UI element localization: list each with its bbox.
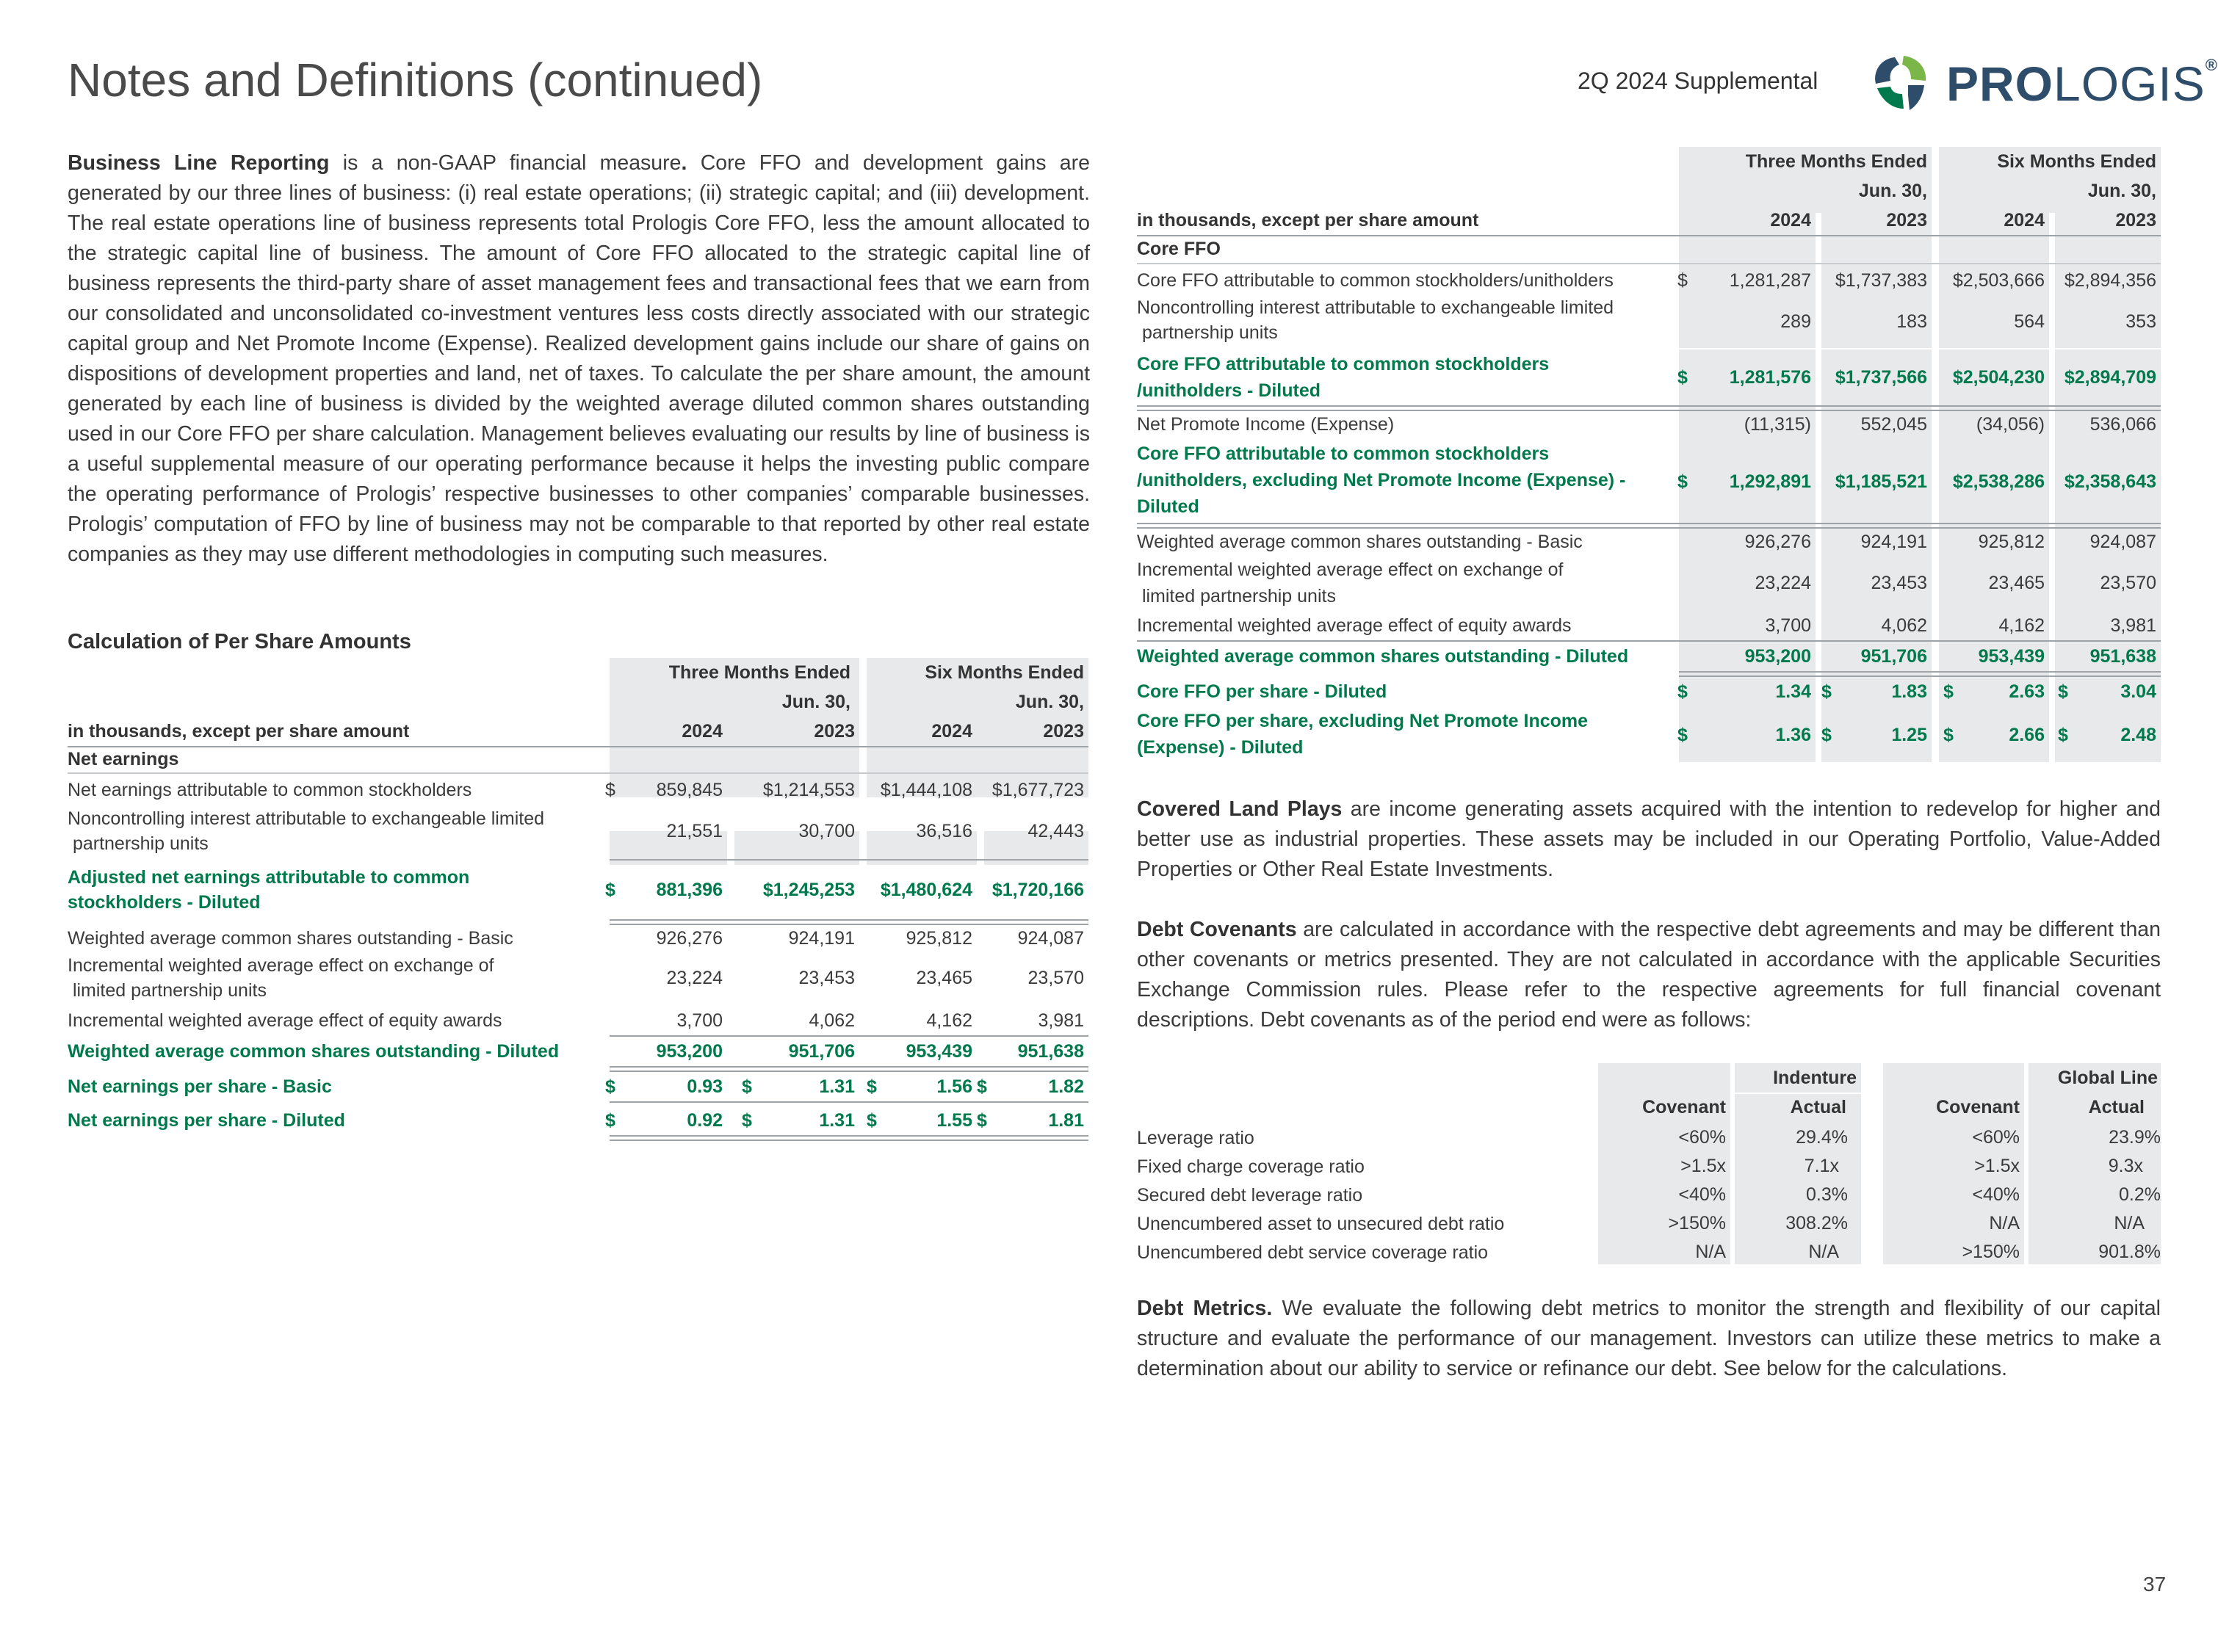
table-cell: 1.83 [1891, 681, 1927, 702]
table-cell: 3,981 [1038, 1010, 1084, 1031]
table-cell: 3,700 [676, 1010, 723, 1031]
table-cell: 0.3% [1806, 1184, 1848, 1205]
table-row [68, 924, 1088, 953]
table-cell: 953,439 [1978, 645, 2045, 667]
covenants-table [1137, 1063, 2161, 1269]
per-share-year-4: 2023 [1043, 720, 1084, 742]
row-label: Leverage ratio [1137, 1127, 1254, 1148]
covered-land-text: are income generating assets acquired with the intention to redevelop for higher and better use as industrial properties. These assets may be included in our Operating Portfolio, Value-Added Properties or Other Real Estate Investments. [1137, 797, 2161, 881]
row-label-cont: (Expense) - Diluted [1137, 737, 1304, 758]
covenants-col-covenant: Covenant [1642, 1096, 1726, 1117]
business-line-paragraph [68, 148, 1090, 570]
table-cell: 42,443 [1027, 820, 1084, 841]
debt-metrics-text: We evaluate the following debt metrics to monitor the strength and flexibility of our capital structure and evaluate the performance of our management. Investors can utilize these metrics to make a determination about our ability to service or refinance our debt. See below for the calculations. [1137, 1297, 2161, 1380]
row-label: Core FFO per share - Diluted [1137, 681, 1387, 702]
row-label-cont: partnership units [68, 833, 209, 854]
core-ffo-year-2: 2023 [1886, 209, 1927, 231]
row-label: Incremental weighted average effect of equity awards [68, 1010, 502, 1031]
row-label: Weighted average common shares outstanding - Diluted [1137, 646, 1629, 667]
dollar-sign: $ [1821, 724, 1832, 745]
table-cell: 183 [1896, 311, 1927, 332]
dollar-sign: $ [605, 779, 615, 800]
row-label-cont: limited partnership units [68, 980, 267, 1001]
table-cell: 953,200 [656, 1040, 723, 1062]
table-cell: 3,700 [1765, 615, 1811, 636]
table-cell: 0.92 [687, 1109, 723, 1131]
table-cell: 4,062 [809, 1010, 855, 1031]
table-cell: 2.48 [2120, 724, 2156, 745]
row-label: Core FFO attributable to common stockholders [1137, 443, 1550, 464]
table-cell: 924,087 [2089, 531, 2156, 552]
table-cell: $2,894,709 [2064, 366, 2156, 388]
table-cell: 1.55 [936, 1109, 972, 1131]
dollar-sign: $ [742, 1109, 752, 1131]
table-cell: 23,224 [1755, 572, 1811, 593]
table-row [1137, 1209, 2161, 1238]
table-cell: 9.3x [2108, 1156, 2143, 1176]
per-share-table [68, 658, 1088, 1142]
per-share-sub-six: Jun. 30, [1015, 691, 1084, 712]
table-cell: $2,894,356 [2064, 269, 2156, 291]
core-ffo-year-3: 2024 [2004, 209, 2045, 231]
per-share-group-three-months: Three Months Ended [668, 662, 850, 683]
table-row [1137, 527, 2161, 557]
table-cell: <40% [1678, 1184, 1726, 1205]
table-cell: $1,677,723 [991, 779, 1084, 800]
supplemental-label: 2Q 2024 Supplemental [1578, 68, 1818, 94]
row-label: Core FFO attributable to common stockholders [1137, 354, 1550, 374]
table-cell: 536,066 [2089, 413, 2156, 435]
page-number: 37 [2143, 1573, 2167, 1595]
row-label-cont: /unitholders, excluding Net Promote Income (Expense) - [1137, 470, 1626, 490]
dollar-sign: $ [605, 1076, 615, 1097]
table-cell: 926,276 [1744, 531, 1811, 552]
row-label: Weighted average common shares outstanding - Basic [68, 928, 513, 949]
logo-mark-icon [1865, 51, 1939, 115]
table-cell: 353 [2125, 311, 2156, 332]
dollar-sign: $ [1943, 681, 1954, 702]
business-line-text-1: is a non-GAAP financial measure [329, 151, 682, 175]
table-cell: N/A [1989, 1213, 2020, 1233]
row-label-cont: partnership units [1137, 322, 1278, 343]
table-row [1137, 642, 2161, 671]
table-cell: 924,191 [1860, 531, 1927, 552]
table-cell: 1,292,891 [1729, 471, 1811, 492]
table-row [1137, 557, 2161, 609]
dollar-sign: $ [1677, 269, 1688, 291]
table-cell: 925,812 [1978, 531, 2045, 552]
dollar-sign: $ [977, 1076, 987, 1097]
row-label-cont: Diluted [1137, 496, 1199, 517]
table-cell: 1.34 [1775, 681, 1811, 702]
core-ffo-sub-six: Jun. 30, [2087, 180, 2156, 201]
row-label: Adjusted net earnings attributable to common [68, 867, 470, 888]
table-cell: $1,185,521 [1835, 471, 1927, 492]
table-row [1137, 1181, 2161, 1209]
table-row [68, 1006, 1088, 1035]
per-share-year-2: 2023 [814, 720, 855, 742]
table-cell: 0.93 [687, 1076, 723, 1097]
row-label: Unencumbered asset to unsecured debt ratio [1137, 1213, 1505, 1234]
table-cell: 951,638 [2089, 645, 2156, 667]
table-row [1137, 410, 2161, 439]
table-cell: 23.9% [2109, 1127, 2161, 1148]
table-row [68, 862, 1088, 918]
table-row [1137, 295, 2161, 348]
table-cell: 23,453 [1871, 572, 1927, 593]
dollar-sign: $ [1677, 366, 1688, 388]
row-label: Net Promote Income (Expense) [1137, 414, 1395, 435]
debt-metrics-term: Debt Metrics. [1137, 1297, 1273, 1320]
table-cell: $1,245,253 [762, 879, 855, 900]
per-share-year-1: 2024 [682, 720, 723, 742]
table-row [1137, 1123, 2161, 1152]
logo-text-bold: PRO [1946, 57, 2054, 111]
table-cell: 0.2% [2119, 1184, 2161, 1205]
table-row [68, 952, 1088, 1004]
prologis-logo [1865, 51, 2218, 115]
logo-registered: ® [2205, 56, 2218, 74]
covenants-col-actual: Actual [1790, 1096, 1846, 1117]
core-ffo-table [1137, 147, 2161, 764]
table-cell: $2,538,286 [1952, 471, 2045, 492]
dollar-sign: $ [742, 1076, 752, 1097]
table-cell: 901.8% [2098, 1242, 2161, 1262]
core-ffo-year-1: 2024 [1770, 209, 1811, 231]
page-title: Notes and Definitions (continued) [68, 54, 763, 106]
covenants-group-indenture: Indenture [1773, 1067, 1857, 1088]
table-cell: 859,845 [656, 779, 723, 800]
table-cell: 4,162 [926, 1010, 972, 1031]
table-cell: 1.31 [819, 1076, 855, 1097]
table-cell: 1.25 [1891, 724, 1927, 745]
table-cell: 881,396 [656, 879, 723, 900]
table-cell: 289 [1780, 311, 1811, 332]
table-cell: <60% [1972, 1127, 2020, 1148]
core-ffo-section: Core FFO [1137, 238, 1221, 259]
row-label-cont: /unitholders - Diluted [1137, 380, 1321, 401]
table-cell: 564 [2014, 311, 2045, 332]
table-cell: 4,062 [1881, 615, 1927, 636]
table-cell: $1,737,566 [1835, 366, 1927, 388]
row-label: Unencumbered debt service coverage ratio [1137, 1242, 1489, 1263]
table-cell: $1,480,624 [880, 879, 972, 900]
dollar-sign: $ [605, 1109, 615, 1131]
table-cell: $1,737,383 [1835, 269, 1927, 291]
covenants-col-actual-2: Actual [2088, 1096, 2145, 1117]
dollar-sign: $ [1677, 724, 1688, 745]
table-cell: <40% [1972, 1184, 2020, 1205]
core-ffo-year-4: 2023 [2115, 209, 2156, 231]
row-label: Incremental weighted average effect on exchange of [68, 955, 494, 976]
table-cell: N/A [1695, 1242, 1726, 1262]
core-ffo-sub-three: Jun. 30, [1858, 180, 1927, 201]
dollar-sign: $ [1677, 471, 1688, 492]
row-label: Incremental weighted average effect on exchange of [1137, 559, 1564, 580]
row-label: Net earnings per share - Diluted [68, 1110, 345, 1131]
table-cell: >150% [1962, 1242, 2020, 1262]
table-row [1137, 441, 2161, 523]
table-cell: 953,439 [906, 1040, 972, 1062]
table-row [1137, 1152, 2161, 1181]
row-label-cont: limited partnership units [1137, 586, 1336, 606]
table-row [1137, 677, 2161, 706]
table-cell: 951,638 [1017, 1040, 1084, 1062]
row-label: Weighted average common shares outstanding - Diluted [68, 1041, 560, 1062]
table-cell: 925,812 [906, 927, 972, 949]
covenants-group-global-line: Global Line [2057, 1067, 2158, 1088]
debt-covenants-text: are calculated in accordance with the respective debt agreements and may be different than other covenants or metrics presented. They are not calculated in accordance with the applicable Securities Exchange Commission rules. Please refer to the respective agreements for full financial covenant descriptions. Debt covenants as of the period end were as follows: [1137, 918, 2161, 1032]
table-cell: 23,465 [1988, 572, 2045, 593]
table-cell: 1,281,576 [1729, 366, 1811, 388]
row-label: Fixed charge coverage ratio [1137, 1156, 1365, 1177]
table-cell: 1.81 [1048, 1109, 1084, 1131]
table-cell: 23,224 [666, 967, 723, 988]
table-cell: 23,465 [916, 967, 972, 988]
table-cell: 3,981 [2110, 615, 2156, 636]
table-cell: 308.2% [1785, 1213, 1848, 1233]
table-cell: $1,444,108 [880, 779, 972, 800]
table-cell: 23,453 [798, 967, 855, 988]
dollar-sign: $ [1821, 681, 1832, 702]
covenants-col-covenant-2: Covenant [1936, 1096, 2020, 1117]
dollar-sign: $ [2058, 681, 2068, 702]
core-ffo-group-six-months: Six Months Ended [1997, 151, 2156, 172]
table-cell: <60% [1678, 1127, 1726, 1148]
dollar-sign: $ [1943, 724, 1954, 745]
core-ffo-group-three-months: Three Months Ended [1745, 151, 1927, 172]
table-cell: N/A [1808, 1242, 1839, 1262]
table-cell: 924,191 [788, 927, 855, 949]
table-row [68, 775, 1088, 805]
row-label: Incremental weighted average effect of equity awards [1137, 615, 1572, 636]
table-cell: $1,214,553 [762, 779, 855, 800]
table-row [1137, 708, 2161, 762]
row-label: Weighted average common shares outstanding - Basic [1137, 532, 1583, 552]
dollar-sign: $ [867, 1109, 877, 1131]
per-share-sub-three: Jun. 30, [781, 691, 850, 712]
row-label: Net earnings per share - Basic [68, 1076, 332, 1097]
row-label: Noncontrolling interest attributable to exchangeable limited [68, 808, 544, 829]
table-cell: N/A [2114, 1213, 2145, 1233]
table-cell: 4,162 [1998, 615, 2045, 636]
table-cell: 924,087 [1017, 927, 1084, 949]
table-cell: $2,504,230 [1952, 366, 2045, 388]
row-label: Noncontrolling interest attributable to exchangeable limited [1137, 297, 1614, 318]
business-line-text-2: Core FFO and development gains are generated by our three lines of business: (i) real estate operations; (ii) strategic capital; and (iii) development. The real estate operations line of business represents total Prologis Core FFO, less the amount allocated to the strategic capital line of business. The amount of Core FFO allocated to the strategic capital line of business represents the third-party share of asset management fees and transactional fees that we earn from our consolidated and unconsolidated co-investment ventures less costs directly associated with our strategic capital group and Net Promote Income (Expense). Realized development gains include our share of gains on dispositions of development properties and land, net of taxes. To calculate the per share amount, the amount generated by each line of business is divided by the weighted average diluted common shares outstanding used in our Core FFO per share calculation. Management believes evaluating our results by line of business is a useful supplemental measure of our operating performance because it helps the investing public compare the operating performance of Prologis’ respective businesses to other companies’ comparable businesses. Prologis’ computation of FFO by line of business may not be comparable to that reported by other real estate companies as they may use different methodologies in computing such measures. [68, 151, 1090, 566]
table-cell: $1,720,166 [991, 879, 1084, 900]
row-label: Core FFO attributable to common stockholders/unitholders [1137, 270, 1614, 291]
table-cell: 36,516 [916, 820, 972, 841]
debt-covenants-paragraph [1137, 915, 2161, 1035]
core-ffo-unit-label: in thousands, except per share amount [1137, 209, 1479, 231]
table-cell: 3.04 [2120, 681, 2156, 702]
table-row [68, 1106, 1088, 1135]
table-cell: 951,706 [788, 1040, 855, 1062]
logo-text-light: LOGIS [2053, 57, 2206, 111]
per-share-section-net-earnings: Net earnings [68, 748, 179, 769]
table-cell: 29.4% [1796, 1127, 1848, 1148]
row-label: Core FFO per share, excluding Net Promote Income [1137, 711, 1589, 731]
table-cell: >1.5x [1680, 1156, 1726, 1176]
table-cell: 951,706 [1860, 645, 1927, 667]
table-cell: 2.66 [2009, 724, 2045, 745]
row-label: Secured debt leverage ratio [1137, 1184, 1363, 1206]
table-cell: 7.1x [1804, 1156, 1839, 1176]
table-cell: $2,358,643 [2064, 471, 2156, 492]
table-cell: 1.56 [936, 1076, 972, 1097]
table-cell: 30,700 [798, 820, 855, 841]
business-line-term: Business Line Reporting [68, 151, 330, 175]
per-share-title: Calculation of Per Share Amounts [68, 630, 411, 653]
table-cell: 2.63 [2009, 681, 2045, 702]
table-cell: 552,045 [1860, 413, 1927, 435]
dollar-sign: $ [2058, 724, 2068, 745]
table-cell: 953,200 [1744, 645, 1811, 667]
table-cell: 926,276 [656, 927, 723, 949]
covered-land-paragraph [1137, 794, 2161, 885]
row-label-cont: stockholders - Diluted [68, 892, 261, 913]
per-share-unit-label: in thousands, except per share amount [68, 720, 410, 742]
covered-land-term: Covered Land Plays [1137, 797, 1343, 821]
dollar-sign: $ [605, 879, 615, 900]
dollar-sign: $ [977, 1109, 987, 1131]
table-cell: >150% [1668, 1213, 1726, 1233]
table-cell: 1,281,287 [1729, 269, 1811, 291]
table-row [1137, 349, 2161, 405]
table-cell: (11,315) [1744, 413, 1811, 435]
dollar-sign: $ [1677, 681, 1688, 702]
dollar-sign: $ [867, 1076, 877, 1097]
debt-covenants-term: Debt Covenants [1137, 918, 1297, 941]
table-cell: 1.82 [1048, 1076, 1084, 1097]
per-share-year-3: 2024 [931, 720, 972, 742]
table-row [68, 1037, 1088, 1066]
table-cell: (34,056) [1976, 413, 2045, 435]
table-cell: 23,570 [2100, 572, 2156, 593]
row-label: Net earnings attributable to common stockholders [68, 780, 472, 800]
business-line-dot: . [681, 151, 687, 175]
table-cell: 21,551 [666, 820, 723, 841]
table-row [68, 805, 1088, 858]
debt-metrics-paragraph [1137, 1294, 2161, 1384]
table-row [1137, 266, 2161, 295]
table-cell: 23,570 [1027, 967, 1084, 988]
per-share-group-six-months: Six Months Ended [925, 662, 1084, 683]
table-row [1137, 1238, 2161, 1267]
table-cell: $2,503,666 [1952, 269, 2045, 291]
table-cell: >1.5x [1974, 1156, 2020, 1176]
table-row [68, 1072, 1088, 1101]
table-cell: 1.31 [819, 1109, 855, 1131]
table-cell: 1.36 [1775, 724, 1811, 745]
table-row [1137, 611, 2161, 640]
